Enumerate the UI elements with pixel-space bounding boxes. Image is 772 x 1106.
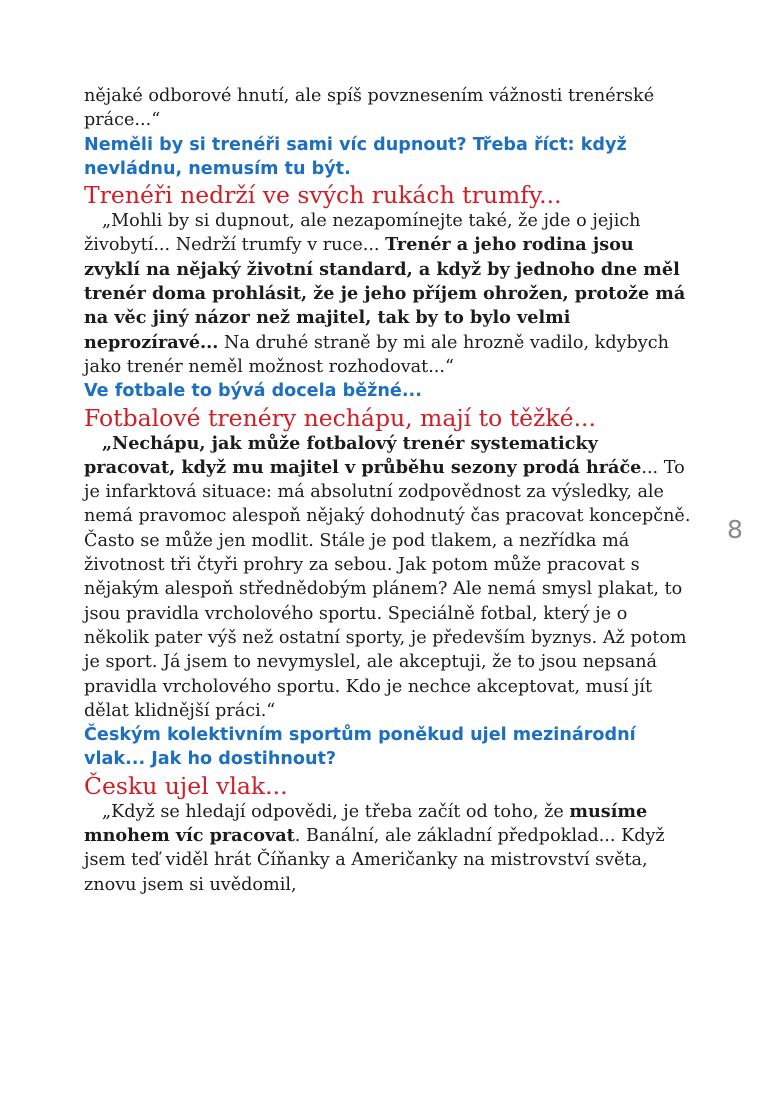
interview-question-3: Českým kolektivním sportům poněkud ujel mezinárodní vlak... Jak ho dostihnout? [84,725,636,770]
answer-2-bold: „Nechápu, jak může fotbalový trenér systematicky pracovat, když mu majitel v průběhu sezony prodá hráče [84,432,642,478]
section-heading-3: Česku ujel vlak... [84,771,288,800]
section-heading-1: Trenéři nedrží ve svých rukách trumfy... [84,181,562,210]
answer-3-text-start: „Když se hledají odpovědi, je třeba začít od toho, že [102,801,570,822]
answer-1-bold: Trenér a jeho rodina jsou zvyklí na nějaký životní standard, a když by jednoho dne měl trenér doma prohlásit, že je jeho příjem ohrožen, protože má na věc jiný názor než majitel, tak by to bylo velmi neprozíravé... [84,234,686,353]
answer-paragraph-1 [84,209,694,379]
answer-2-text: ... To je infarktová situace: má absolutní zodpovědnost za výsledky, ale nemá pravomoc alespoň nějaký dohodnutý čas pracovat koncepčně. Často se může jen modlit. Stále je pod tlakem, a nezřídka má životnost tři čtyři prohry za sebou. Jak potom může pracovat s nějakým alespoň střednědobým plánem? Ale nemá smysl plakat, to jsou pravidla vrcholového sportu. Speciálně fotbal, který je o několik pater výš než ostatní sporty, je především byznys. Až potom je sport. Já jsem to nevymyslel, ale akceptuji, že to jsou nepsaná pravidla vrcholového sportu. Kdo je nechce akceptovat, musí jít dělat klidnější práci.“ [84,457,691,721]
article-body [84,84,694,897]
answer-1-text-end: Na druhé straně by mi ale hrozně vadilo, kdybych jako trenér neměl možnost rozhodovat...“ [84,332,669,377]
page-number: 8 [727,515,743,544]
section-heading-2: Fotbalové trenéry nechápu, mají to těžké... [84,403,596,432]
interview-question-1: Neměli by si trenéři sami víc dupnout? Třeba říct: když nevládnu, nemusím tu být. [84,134,627,179]
answer-paragraph-3 [84,800,694,897]
paragraph-continuation: nějaké odborové hnutí, ale spíš povznesením vážnosti trenérské práce...“ [84,86,655,131]
answer-1-text-start: „Mohli by si dupnout, ale nezapomínejte také, že jde o jejich živobytí... Nedrží trumfy v ruce... [84,211,641,256]
answer-3-text-end: . Banální, ale základní předpoklad... Když jsem teď viděl hrát Číňanky a Američanky na mistrovství světa, znovu jsem si uvědomil, [84,826,665,895]
answer-3-bold: musíme mnohem víc pracovat [84,800,648,847]
answer-paragraph-2 [84,432,694,724]
interview-question-2: Ve fotbale to bývá docela běžné... [84,381,422,402]
